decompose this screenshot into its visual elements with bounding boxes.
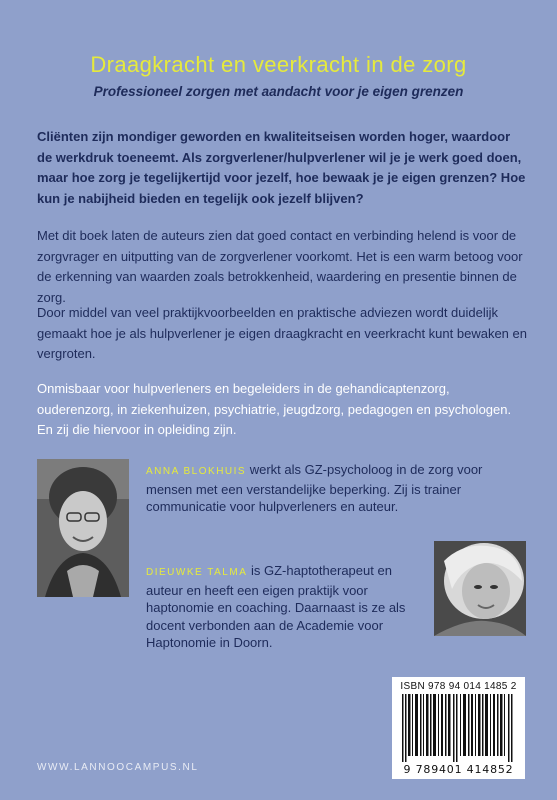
barcode-bars: [402, 694, 515, 762]
portrait-image: [37, 459, 129, 597]
isbn-barcode: [392, 677, 525, 779]
description-paragraph-1: Met dit boek laten de auteurs zien dat goed contact en verbinding helend is voor de zorgvrager en uitputting van de zorgverlener voorkomt. Het is een warm betoog voor de erkenning van waarden zoals betrokkenheid, waardering en presentie binnen de zorg.: [37, 228, 523, 305]
author-bio-text-2: is GZ-haptotherapeut en auteur en heeft een eigen praktijk voor haptonomie en coaching. Daarnaast is ze als docent verbonden aan de Academie voor Haptonomie in Doorn.: [146, 563, 406, 650]
book-subtitle: Professioneel zorgen met aandacht voor je eigen grenzen: [93, 84, 464, 99]
isbn-label: ISBN 978 94 014 1485 2: [400, 681, 517, 692]
barcode-digits: 9 789401 414852: [403, 763, 514, 776]
author-name-1: ANNA BLOKHUIS: [146, 466, 247, 477]
intro-paragraph: Cliënten zijn mondiger geworden en kwaliteitseisen worden hoger, waardoor de werkdruk toeneemt. Als zorgverlener/hulpverlener wil je je werk goed doen, maar hoe zorg je tegelijkertijd voor jezelf, hoe bewaak je je eigen grenzen? Hoe kun je nabijheid bieden en tegelijk ook jezelf blijven?: [37, 129, 526, 206]
author-photo-anna: [37, 459, 129, 597]
author-photo-dieuwke: [434, 541, 526, 636]
publisher-website: WWW.LANNOOCAMPUS.NL: [37, 762, 199, 773]
book-title: Draagkracht en veerkracht in de zorg: [90, 52, 467, 77]
author-bio-text-1: werkt als GZ-psycholoog in de zorg voor mensen met een verstandelijke beperking. Zij is trainer communicatie voor hulpverleners en auteur.: [146, 462, 483, 514]
author-name-2: DIEUWKE TALMA: [146, 567, 248, 578]
author-bio-2: [146, 562, 431, 652]
author-bio-1: [146, 461, 516, 516]
audience-paragraph: Onmisbaar voor hulpverleners en begeleiders in de gehandicaptenzorg, ouderenzorg, in ziekenhuizen, psychiatrie, jeugdzorg, pedagogen en psychologen. En zij die hiervoor in opleiding zijn.: [37, 381, 512, 437]
description-paragraph-2: Door middel van veel praktijkvoorbeelden en praktische adviezen wordt duidelijk gemaakt hoe je als hulpverlener je eigen draagkracht en veerkracht kunt bewaken en vergroten.: [37, 305, 527, 361]
portrait-image: [434, 541, 526, 636]
